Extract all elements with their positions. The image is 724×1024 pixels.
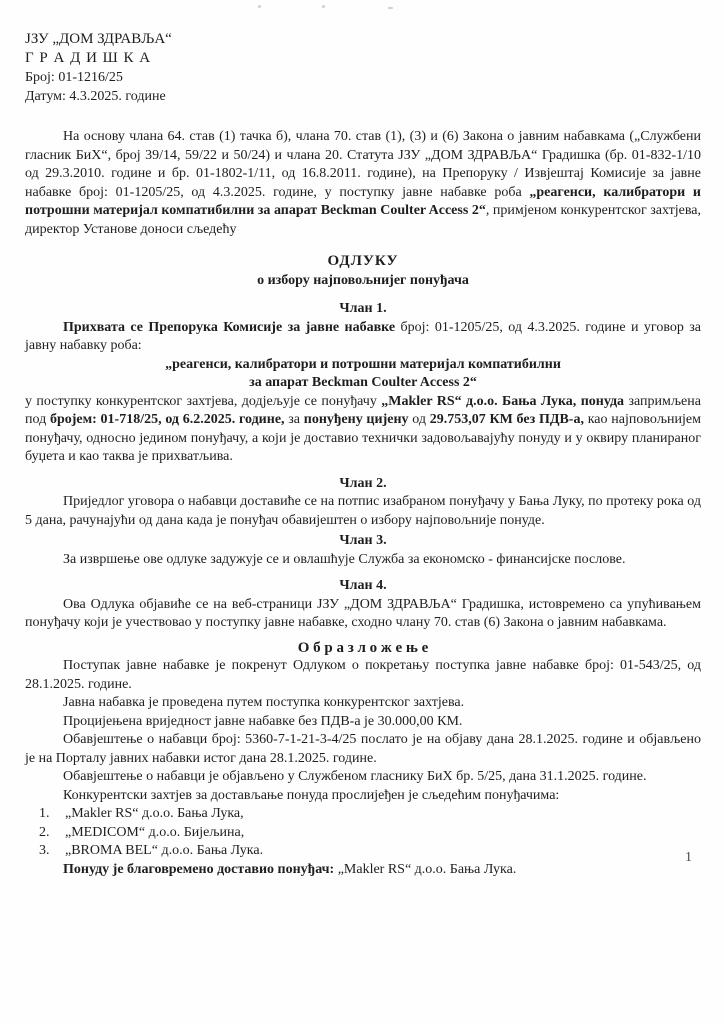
article-4-heading: Члан 4. <box>339 578 387 593</box>
text-run: , примјеном конкурентског захтјева, директор Установе доноси сљедећу <box>25 203 701 237</box>
article-4-body: Ова Одлука објавиће се на веб-страници ЈЗУ „ДОМ ЗДРАВЉА“ Градишка, истовремено са упућивањем понуђачу који је учествовао у поступку јавне набавке, сходно члану 70. став (6) Закона о јавним набавкама. <box>25 596 701 630</box>
text-run: број: 01-1205/25, од 4.3.2025. године и уговор за јавну набавку роба: <box>25 319 701 353</box>
subject-line-1: „реагенси, калибратори и потрошни материјал компатибилни <box>165 356 561 372</box>
text-run: 29.753,07 КМ без ПДВ-а, <box>429 412 584 427</box>
bidder-name: „BROMA BEL“ д.о.о. Бања Лука. <box>65 843 264 858</box>
decision-title-sub: о избору најповољнијег понуђача <box>257 273 469 288</box>
bidder-list-item <box>25 842 701 861</box>
org-name: ЈЗУ „ДОМ ЗДРАВЉА“ <box>25 31 172 47</box>
text-run: запримљена под <box>25 393 701 427</box>
text-run: „реагенси, калибратори и потрошни материјал компатибилни за апарат Beckman Coulter Access 2“ <box>25 184 701 218</box>
bidder-name: „MEDICOM“ д.о.о. Бијељина, <box>65 824 245 840</box>
article-2-body: Приједлог уговора о набавци доставиће се на потпис изабраном понуђачу у Бања Луку, по протеку рока од 5 дана, рачунајући од дана када је понуђач обавијештен о избору најповољније понуде. <box>25 494 701 528</box>
rationale-heading: О б р а з л о ж е њ е <box>297 639 429 656</box>
scan-artifact <box>388 7 393 9</box>
rationale-paragraph-6: Конкурентски захтјев за достављање понуда прослијеђен је сљедећим понуђачима: <box>63 787 560 803</box>
article-1-heading: Члан 1. <box>339 301 387 316</box>
bidder-number: 3. <box>39 843 50 858</box>
intro-paragraph <box>25 128 701 239</box>
subject-line-2: за апарат Beckman Coulter Access 2“ <box>249 375 477 390</box>
article-1-paragraph-1 <box>25 319 701 356</box>
text-run: понуђену цијену <box>303 412 409 427</box>
rationale-paragraph-4: Обавјештење о набавци број: 5360-7-1-21-3-4/25 послато је на објаву дана 28.1.2025. године и објављено је на Порталу јавних набавки истог дана 28.1.2025. године. <box>25 732 701 766</box>
article-1-paragraph-2 <box>25 393 701 467</box>
text-run: На основу члана 64. став (1) тачка б), члана 70. став (1), (3) и (6) Закона о јавним набавкама („Службени гласник БиХ“, број 39/14, 59/22 и 50/24) и члана 20. Статута ЈЗУ „ДОМ ЗДРАВЉА“ Градишка (бр. 01-832-1/10 од 29.3.2010. године и бр. 01-1802-1/11, од 16.8.2011. године), на Препоруку / Извјештај Комисије за јавне набавке број: 01-1205/25, од 4.3.2025. године, у поступку јавне набавке роба <box>25 129 701 200</box>
decision-title-main: ОДЛУКУ <box>327 253 399 269</box>
scan-artifact <box>322 5 325 8</box>
article-3-body: За извршење ове одлуке задужује се и овлашћује Служба за економско - финансијске послове. <box>63 551 626 567</box>
article-2-heading: Члан 2. <box>339 475 387 491</box>
doc-date: Датум: 4.3.2025. године <box>25 89 166 104</box>
text-run: од <box>408 412 430 427</box>
letterhead <box>25 30 701 106</box>
text-run: „Makler RS“ д.о.о. Бања Лука. <box>334 861 517 877</box>
text-run: у поступку конкурентског захтјева, додјељује се понуђачу <box>25 393 382 409</box>
bidder-list-item <box>25 805 701 824</box>
decision-title <box>25 251 701 290</box>
rationale-paragraph-3: Процијењена вриједност јавне набавке без ПДВ-а је 30.000,00 КМ. <box>63 713 463 729</box>
bidder-list-item <box>25 824 701 843</box>
bidder-number: 1. <box>39 806 50 821</box>
bidder-name: „Makler RS“ д.о.о. Бања Лука, <box>65 806 244 821</box>
rationale-paragraph-2: Јавна набавка је проведена путем поступка конкурентског захтјева. <box>63 695 465 710</box>
text-run: као најповољнијем понуђачу, односно једином понуђачу, а који је доставио технички задовољавајућу понуду и у оквиру планираног буџета и као таква је прихватљива. <box>25 412 701 464</box>
text-run: Понуду је благовремено доставио понуђач: <box>63 861 335 877</box>
text-run: Прихвата се Препорука Комисије за јавне набавке <box>63 319 396 335</box>
page-number: 1 <box>685 850 692 865</box>
timely-bid-line <box>25 861 701 880</box>
rationale-paragraph-5: Обавјештење о набавци је објављено у Службеном гласнику БиХ бр. 5/25, дана 31.1.2025. године. <box>63 769 647 784</box>
article-3-heading: Члан 3. <box>339 533 387 548</box>
text-run: „Makler RS“ д.о.о. Бања Лука, понуда <box>381 393 625 409</box>
bidder-number: 2. <box>39 824 50 840</box>
org-city: Г Р А Д И Ш К А <box>25 50 152 66</box>
doc-number: Број: 01-1216/25 <box>25 70 123 85</box>
scan-artifact <box>258 5 261 8</box>
text-run: бројем: 01-718/25, од 6.2.2025. године, <box>49 412 285 427</box>
rationale-paragraph-1: Поступак јавне набавке је покренут Одлуком о покретању поступка јавне набавке број: 01-543/25, од 28.1.2025. године. <box>25 658 701 692</box>
text-run: за <box>284 412 304 427</box>
